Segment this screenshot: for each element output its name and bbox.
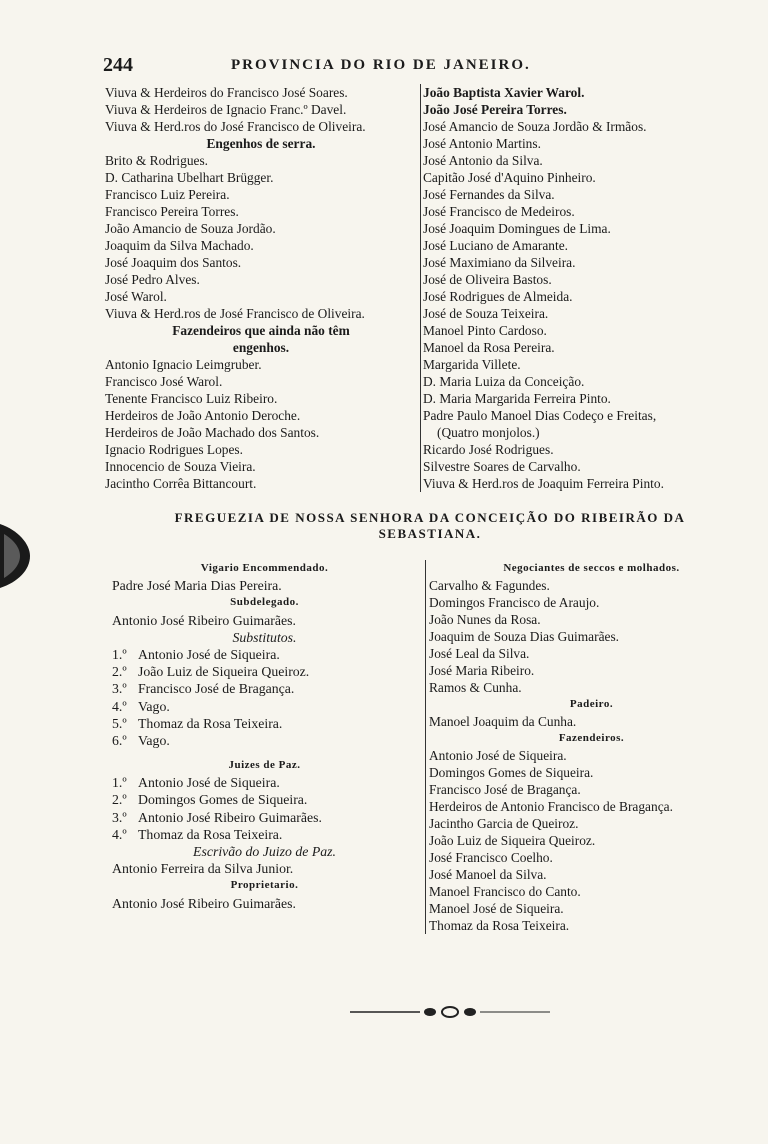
list-item: Herdeiros de João Antonio Deroche.: [105, 408, 301, 423]
list-item: José Luciano de Amarante.: [423, 238, 569, 253]
escrivao-heading: Escrivão do Juizo de Paz.: [193, 844, 336, 859]
list-item: D. Catharina Ubelhart Brügger.: [105, 170, 274, 185]
list-item: Herdeiros de Antonio Francisco de Bragança.: [429, 799, 673, 814]
list-item: José Antonio Martins.: [423, 136, 541, 151]
list-item: [112, 698, 417, 715]
list-item: [112, 774, 417, 791]
list-item: Viuva & Herd.ros de Joaquim Ferreira Pinto.: [423, 476, 664, 491]
fazendeiros-heading: Fazendeiros que ainda não têm: [172, 323, 350, 338]
proprietario-name: Antonio José Ribeiro Guimarães.: [112, 895, 296, 911]
list-item: D. Maria Margarida Ferreira Pinto.: [423, 391, 611, 406]
list-item: João José Pereira Torres.: [423, 102, 567, 117]
fazendeiros-heading-cont: engenhos.: [232, 340, 290, 355]
list-item: Viuva & Herdeiros do Francisco José Soares.: [105, 85, 348, 100]
list-item: Manoel da Rosa Pereira.: [423, 340, 555, 355]
list-item: Ignacio Rodrigues Lopes.: [105, 442, 243, 457]
list-item: [112, 826, 417, 843]
engenhos-heading: Engenhos de serra.: [206, 136, 316, 151]
list-item: José de Souza Teixeira.: [423, 306, 549, 321]
list-item: Antonio José de Siqueira.: [429, 748, 567, 763]
ordinal: 4.º: [112, 826, 127, 842]
page-number: 244: [103, 54, 133, 76]
list-item: José Maria Ribeiro.: [429, 663, 535, 678]
list-item: Domingos Francisco de Araujo.: [429, 595, 600, 610]
list-item: [112, 791, 417, 808]
padeiro-heading: Padeiro.: [569, 698, 614, 710]
list-item: Carvalho & Fagundes.: [429, 578, 550, 593]
person-name: Vago.: [138, 698, 170, 714]
list-item: Brito & Rodrigues.: [105, 153, 209, 168]
ornament-divider: [350, 1004, 550, 1020]
ordinal: 5.º: [112, 715, 127, 731]
person-name: Francisco José de Bragança.: [138, 681, 295, 697]
list-item: Viuva & Herd.ros de José Francisco de Oliveira.: [105, 306, 365, 321]
list-item: Ramos & Cunha.: [429, 680, 522, 695]
list-item: Domingos Gomes de Siqueira.: [429, 765, 594, 780]
list-item: José Antonio da Silva.: [423, 153, 543, 168]
list-item: Margarida Villete.: [423, 357, 521, 372]
padeiro-name: Manoel Joaquim da Cunha.: [429, 714, 577, 729]
list-item: Francisco Luiz Pereira.: [105, 187, 230, 202]
ordinal: 1.º: [112, 646, 127, 662]
list-item: Innocencio de Souza Vieira.: [105, 459, 256, 474]
ordinal: 2.º: [112, 664, 127, 680]
list-item: Capitão José d'Aquino Pinheiro.: [423, 170, 596, 185]
list-item: José de Oliveira Bastos.: [423, 272, 552, 287]
list-item: Padre Paulo Manoel Dias Codeço e Freitas,: [423, 408, 657, 423]
spacer: [112, 749, 417, 757]
person-name: Thomaz da Rosa Teixeira.: [138, 826, 283, 842]
list-item: Joaquim de Souza Dias Guimarães.: [429, 629, 620, 644]
list-item: Viuva & Herdeiros de Ignacio Franc.º Davel.: [105, 102, 347, 117]
substitutos-heading: Substitutos.: [232, 629, 297, 645]
list-item-note: (Quatro monjolos.): [437, 425, 540, 440]
ordinal: 1.º: [112, 775, 127, 791]
ordinal: 3.º: [112, 809, 127, 825]
list-item: Herdeiros de João Machado dos Santos.: [105, 425, 320, 440]
person-name: Thomaz da Rosa Teixeira.: [138, 715, 283, 731]
person-name: João Luiz de Siqueira Queiroz.: [138, 664, 310, 680]
ordinal: 2.º: [112, 792, 127, 808]
ordinal: 3.º: [112, 681, 127, 697]
list-item: José Joaquim dos Santos.: [105, 255, 242, 270]
list-item: Francisco José Warol.: [105, 374, 223, 389]
list-item: Francisco José de Bragança.: [429, 782, 581, 797]
vigario-name: Padre José Maria Dias Pereira.: [112, 578, 282, 594]
section-title-line-1: FREGUEZIA DE NOSSA SENHORA DA CONCEIÇÃO DO RIBEIRÃO DA: [174, 510, 686, 525]
subdelegado-heading: Subdelegado.: [230, 596, 299, 609]
list-item: José Fernandes da Silva.: [423, 187, 555, 202]
ink-blot: [0, 520, 34, 592]
list-item: Manoel Francisco do Canto.: [429, 884, 581, 899]
ordinal: 6.º: [112, 732, 127, 748]
right-column: [420, 84, 743, 492]
left-column: [105, 84, 417, 492]
list-item: [112, 809, 417, 826]
list-item: Joaquim da Silva Machado.: [105, 238, 254, 253]
list-item: Francisco Pereira Torres.: [105, 204, 239, 219]
proprietario-heading: Proprietario.: [230, 879, 299, 892]
list-item: [112, 663, 417, 680]
fazendeiros-heading: Fazendeiros.: [558, 732, 625, 744]
list-item: João Amancio de Souza Jordão.: [105, 221, 276, 236]
list-item: José Pedro Alves.: [105, 272, 200, 287]
person-name: Antonio José de Siqueira.: [138, 775, 280, 791]
list-item: José Amancio de Souza Jordão & Irmãos.: [423, 119, 647, 134]
running-title: PROVINCIA DO RIO DE JANEIRO.: [231, 57, 531, 73]
person-name: Domingos Gomes de Siqueira.: [138, 792, 308, 808]
negociantes-heading: Negociantes de seccos e molhados.: [503, 562, 680, 574]
person-name: Antonio José de Siqueira.: [138, 646, 280, 662]
list-item: João Nunes da Rosa.: [429, 612, 541, 627]
list-item: Silvestre Soares de Carvalho.: [423, 459, 581, 474]
list-item: José Warol.: [105, 289, 167, 304]
list-item: Ricardo José Rodrigues.: [423, 442, 554, 457]
list-item: Thomaz da Rosa Teixeira.: [429, 918, 570, 933]
list-item: Jacintho Garcia de Queiroz.: [429, 816, 579, 831]
list-item: João Baptista Xavier Warol.: [423, 85, 585, 100]
list-item: José Joaquim Domingues de Lima.: [423, 221, 611, 236]
list-item: José Leal da Silva.: [429, 646, 530, 661]
list-item: [112, 680, 417, 697]
escrivao-name: Antonio Ferreira da Silva Junior.: [112, 861, 294, 877]
list-item: José Francisco Coelho.: [429, 850, 553, 865]
ordinal: 4.º: [112, 698, 127, 714]
list-item: José Manoel da Silva.: [429, 867, 547, 882]
list-item: D. Maria Luiza da Conceição.: [423, 374, 585, 389]
list-item: José Francisco de Medeiros.: [423, 204, 575, 219]
section-title: [110, 510, 750, 542]
page-header: [103, 54, 735, 76]
list-item: Manoel Pinto Cardoso.: [423, 323, 547, 338]
list-item: [112, 715, 417, 732]
list-item: Tenente Francisco Luiz Ribeiro.: [105, 391, 278, 406]
section-title-line-2: SEBASTIANA.: [378, 526, 482, 541]
person-name: Vago.: [138, 732, 170, 748]
list-item: Antonio Ignacio Leimgruber.: [105, 357, 262, 372]
list-item: Viuva & Herd.ros do José Francisco de Oliveira.: [105, 119, 366, 134]
juizes-heading: Juizes de Paz.: [228, 759, 301, 772]
lower-right-column: [425, 560, 754, 934]
list-item: [112, 732, 417, 749]
vigario-heading: Vigario Encommendado.: [200, 562, 329, 574]
lower-left-column: [112, 560, 417, 912]
list-item: Manoel José de Siqueira.: [429, 901, 564, 916]
list-item: José Rodrigues de Almeida.: [423, 289, 573, 304]
subdelegado-name: Antonio José Ribeiro Guimarães.: [112, 612, 296, 628]
list-item: João Luiz de Siqueira Queiroz.: [429, 833, 596, 848]
person-name: Antonio José Ribeiro Guimarães.: [138, 809, 322, 825]
list-item: Jacintho Corrêa Bittancourt.: [105, 476, 257, 491]
list-item: José Maximiano da Silveira.: [423, 255, 576, 270]
list-item: [112, 646, 417, 663]
